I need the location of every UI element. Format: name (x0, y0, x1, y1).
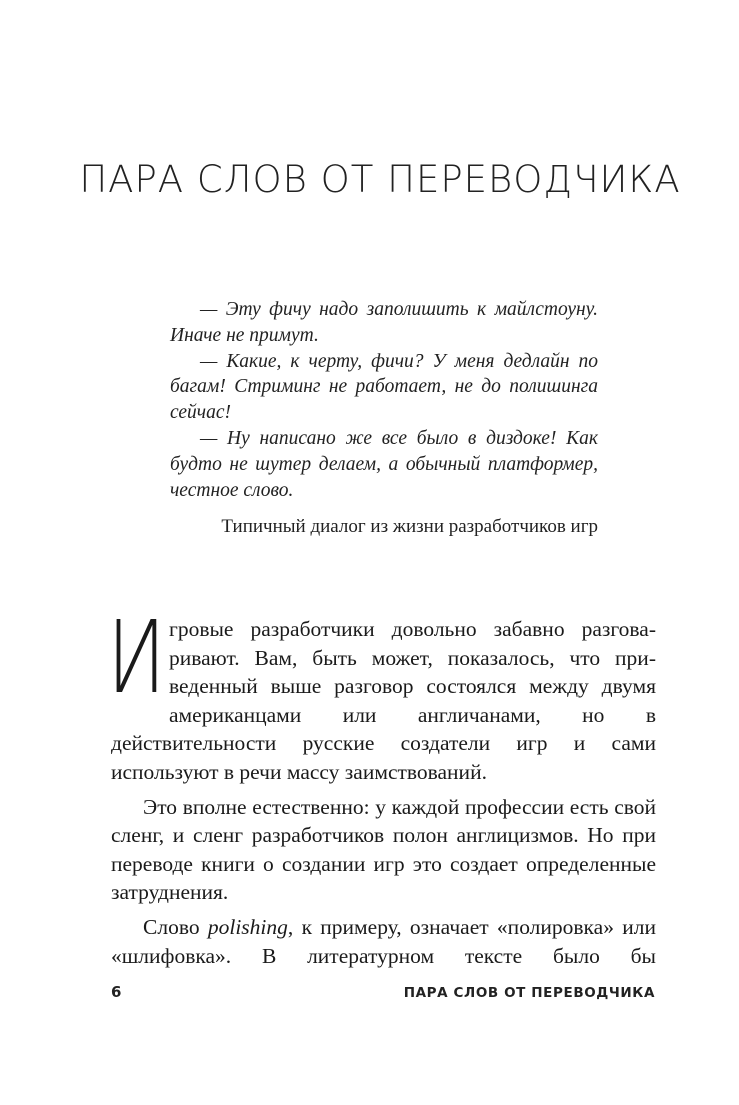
body-text (107, 599, 656, 976)
chapter-title: ПАРА СЛОВ ОТ ПЕРЕВОДЧИКА (79, 158, 681, 201)
paragraph-text: , к примеру, означает «полировка» или «шлифовка». В литературном тексте было бы (111, 914, 656, 968)
paragraph (111, 913, 656, 970)
foreign-term: polishing (207, 914, 288, 939)
epigraph-line: — Эту фичу надо заполишить к майлстоуну. Иначе не примут. (170, 299, 598, 346)
running-title: ПАРА СЛОВ ОТ ПЕРЕВОДЧИКА (403, 985, 655, 1001)
epigraph (170, 297, 598, 503)
epigraph-line: — Какие, к черту, фичи? У меня дедлайн по багам! Стриминг не работает, не до полишинга сейчас! (170, 350, 598, 424)
paragraph-text: Слово (143, 914, 208, 939)
page-number: 6 (111, 983, 122, 1001)
dropcap: И (107, 599, 166, 716)
paragraph (107, 599, 656, 787)
epigraph-attribution: Типичный диалог из жизни разработчиков игр (221, 516, 598, 537)
paragraph-text: гровые разработчики довольно забавно разговаривают. Вам, быть может, показалось, что приведенный выше разговор состоялся между двумя американцами или англичанами, но в действительности русские создатели игр и сами используют в речи массу заимствований. (111, 617, 656, 784)
paragraph: Это вполне естественно: у каждой профессии есть свой сленг, и сленг разработчиков полон англицизмов. Но при переводе книги о создании игр это создает определенные затруднения. (111, 794, 656, 905)
epigraph-line: — Ну написано же все было в диздоке! Как будто не шутер делаем, а обычный платформер, честное слово. (170, 427, 598, 501)
